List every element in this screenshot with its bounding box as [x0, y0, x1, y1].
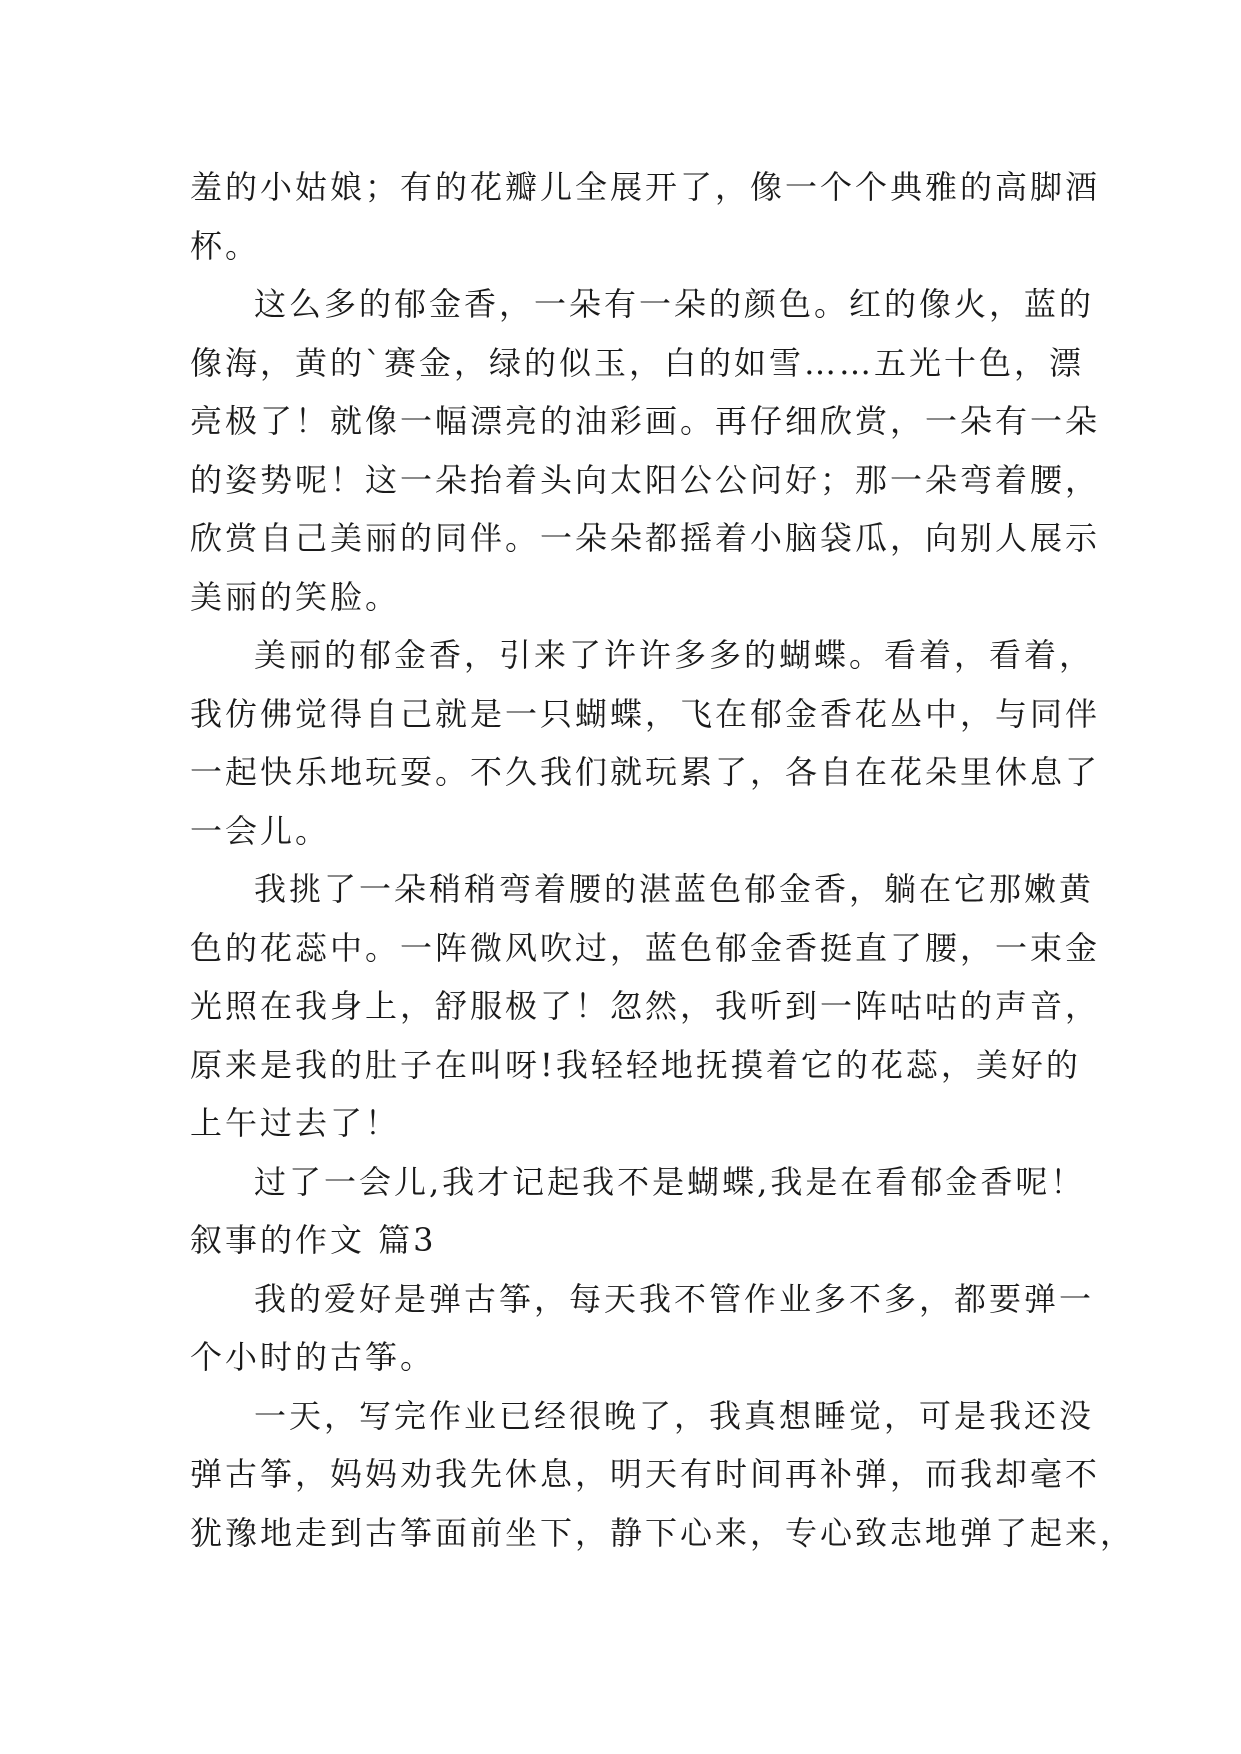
text-line: 美丽的笑脸。 — [190, 577, 401, 616]
text-line: 一天，写完作业已经很晚了，我真想睡觉，可是我还没 — [254, 1396, 1095, 1435]
text-line: 弹古筝，妈妈劝我先休息，明天有时间再补弹，而我却毫不 — [190, 1455, 1101, 1493]
text-line: 我的爱好是弹古筝，每天我不管作业多不多，都要弹一 — [254, 1279, 1095, 1318]
section-heading: 叙事的作文 篇3 — [190, 1221, 437, 1259]
text-line: 我仿佛觉得自己就是一只蝴蝶，飞在郁金香花丛中，与同伴 — [190, 694, 1101, 733]
paragraph — [190, 626, 1101, 860]
document-body — [190, 158, 1136, 1562]
paragraph — [190, 1387, 1136, 1563]
text-line: 我挑了一朵稍稍弯着腰的湛蓝色郁金香，躺在它那嫩黄 — [254, 870, 1095, 908]
paragraph — [190, 275, 1101, 626]
text-line: 犹豫地走到古筝面前坐下，静下心来，专心致志地弹了起来， — [190, 1513, 1136, 1552]
paragraph — [190, 1153, 1086, 1212]
text-line: 的姿势呢！这一朵抬着头向太阳公公问好；那一朵弯着腰， — [190, 460, 1101, 499]
text-line: 这么多的郁金香，一朵有一朵的颜色。红的像火，蓝的 — [254, 285, 1095, 323]
text-line: 过了一会儿,我才记起我不是蝴蝶,我是在看郁金香呢！ — [254, 1162, 1086, 1201]
text-line: 羞的小姑娘；有的花瓣儿全展开了，像一个个典雅的高脚酒 — [190, 168, 1101, 206]
text-line: 美丽的郁金香，引来了许许多多的蝴蝶。看着，看着， — [254, 636, 1095, 674]
text-line: 光照在我身上，舒服极了！忽然，我听到一阵咕咕的声音， — [190, 987, 1101, 1025]
paragraph — [190, 1270, 1095, 1387]
text-line: 欣赏自己美丽的同伴。一朵朵都摇着小脑袋瓜，向别人展示 — [190, 519, 1101, 557]
text-line: 一会儿。 — [190, 811, 331, 850]
text-line: 一起快乐地玩耍。不久我们就玩累了，各自在花朵里休息了 — [190, 753, 1101, 791]
text-line: 上午过去了！ — [190, 1104, 401, 1142]
text-line: 像海，黄的`赛金，绿的似玉，白的如雪……五光十色，漂 — [190, 343, 1085, 382]
text-line: 原来是我的肚子在叫呀!我轻轻地抚摸着它的花蕊，美好的 — [190, 1045, 1081, 1084]
paragraph — [190, 158, 1101, 275]
paragraph — [190, 860, 1101, 1153]
text-line: 亮极了！就像一幅漂亮的油彩画。再仔细欣赏，一朵有一朵 — [190, 402, 1101, 440]
text-line: 杯。 — [190, 226, 261, 265]
text-line: 色的花蕊中。一阵微风吹过，蓝色郁金香挺直了腰，一束金 — [190, 928, 1101, 967]
text-line: 个小时的古筝。 — [190, 1338, 436, 1376]
